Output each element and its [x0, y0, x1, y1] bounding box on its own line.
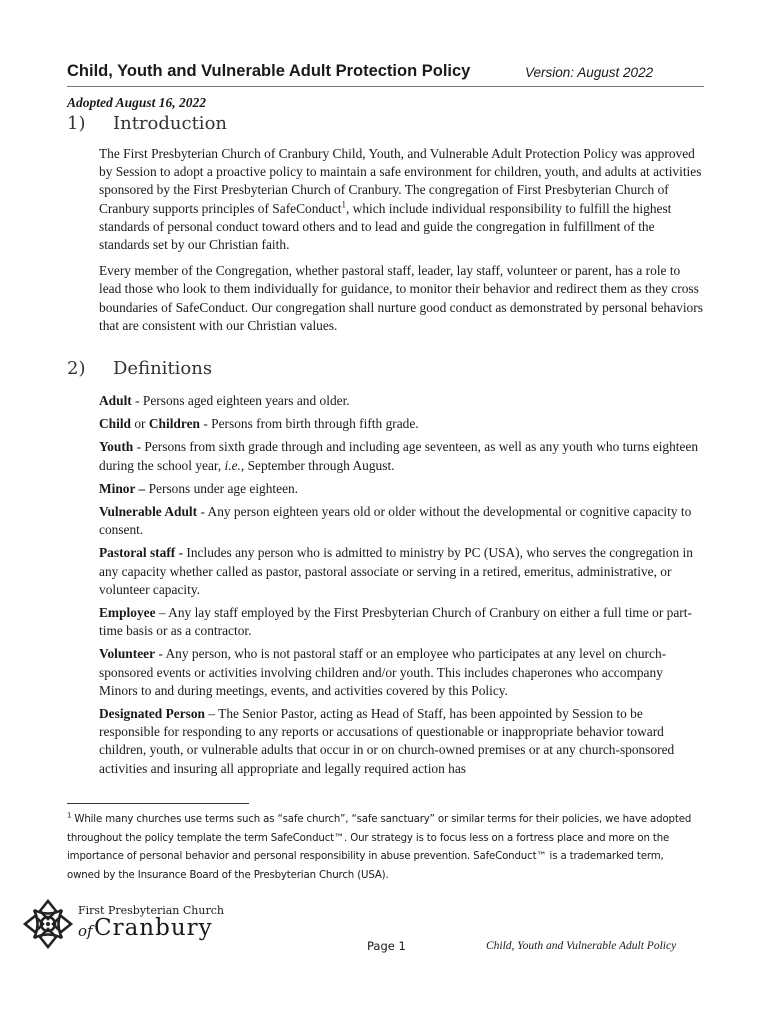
definition-text: Includes any person who is admitted to ministry by PC (USA), who serves the congregation in any capacity whether called as pastor, pastoral associate or serving in a retired, emeritus, administrative, or volunteer capacity. [99, 545, 693, 597]
definition-term: Employee [99, 605, 156, 621]
footnote-ref[interactable]: 1 [341, 199, 346, 210]
definition-item [99, 503, 703, 539]
definition-italic: i.e., [224, 457, 245, 473]
definition-item [99, 604, 703, 640]
definition-text: - Persons from sixth grade through and including age seventeen, as well as any youth who turns eighteen during the school year, [99, 439, 699, 473]
logo-text-cranbury: Cranbury [94, 915, 213, 941]
paragraph-text: The First Presbyterian Church of Cranbury Child, Youth, and Vulnerable Adult Protection Policy was approved by Session to adopt a proactive policy to maintain a safe environment for children, youth, and adults at activities sponsored by the First Presbyterian Church of Cranbury. The congregation of First Presbyterian Church of Cranbury supports principles of SafeConduct [99, 146, 702, 216]
section-title: Definitions [113, 358, 213, 379]
footnote [67, 811, 697, 885]
paragraph-text: , which include individual responsibility to fulfill the highest standards of personal conduct toward others and to lead and guide the congregation in fulfillment of the standards set by our Christian faith. [99, 200, 672, 253]
footnote-divider [67, 803, 249, 804]
section-number: 1) [67, 113, 86, 134]
definition-term: Child [99, 416, 132, 432]
definition-item [99, 645, 703, 700]
footer-title: Child, Youth and Vulnerable Adult Policy [486, 940, 677, 952]
definition-term: Designated Person [99, 706, 206, 722]
definition-term: Adult [99, 393, 132, 408]
section-number: 2) [67, 358, 86, 379]
adopted-date: Adopted August 16, 2022 [67, 95, 207, 110]
definition-term: Volunteer [99, 646, 156, 662]
definition-term: Youth [99, 439, 134, 455]
definition-text: – Any lay staff employed by the First Presbyterian Church of Cranbury on either a full time or part-time basis or as a contractor. [99, 605, 692, 639]
definition-text: Persons under age eighteen. [145, 480, 299, 496]
definition-text: - Any person, who is not pastoral staff or an employee who participates at any level on church-sponsored events or activities involving children and/or youth. This includes chaperones who accompany Minors to and during meetings, events, and activities covered by this Policy. [99, 646, 667, 698]
page-header [67, 60, 704, 87]
definitions-list [99, 392, 703, 783]
definition-text: – The Senior Pastor, acting as Head of Staff, has been appointed by Session to be responsible for responding to any reports or accusations of questionable or inappropriate behavior toward children, youth, or vulnerable adults that occur in or on church-owned premises or at any church-sponsored activities and insuring all appropriate and legally required action has [99, 706, 675, 776]
definition-item [99, 415, 703, 433]
definition-text: - Persons aged eighteen years and older. [131, 393, 350, 408]
definition-text: September through August. [244, 457, 395, 473]
definition-item [99, 480, 703, 498]
page-number: Page 1 [367, 939, 406, 953]
definition-item [99, 544, 703, 599]
paragraph [99, 145, 703, 254]
definition-item [99, 438, 703, 474]
logo-text-church: First Presbyterian Church [78, 904, 224, 917]
definition-item [99, 392, 703, 410]
document-title: Child, Youth and Vulnerable Adult Protection Policy [67, 62, 471, 80]
definition-term: Children [148, 416, 200, 432]
introduction-body [99, 145, 703, 343]
section-heading-introduction [67, 113, 227, 134]
definition-connector: or [131, 416, 149, 432]
section-heading-definitions [67, 358, 212, 379]
definition-item [99, 705, 703, 778]
church-logo [22, 897, 224, 953]
version-label: Version: August 2022 [525, 65, 654, 80]
definition-term: Pastoral staff - [99, 545, 184, 561]
paragraph: Every member of the Congregation, whether pastoral staff, leader, lay staff, volunteer or parent, has a role to lead those who look to them individually for guidance, to monitor their behavior and redirect them as they cross boundaries of SafeConduct. Our congregation shall nurture good conduct as demonstrated by personal behaviors that are consistent with our Christian values. [99, 263, 703, 333]
logo-text-of: of [78, 922, 93, 940]
definition-term: Vulnerable Adult [99, 504, 198, 520]
definition-text: - Any person eighteen years old or older without the developmental or cognitive capacity to consent. [99, 504, 692, 538]
definition-text: - Persons from birth through fifth grade. [199, 416, 419, 432]
section-title: Introduction [113, 113, 227, 134]
celtic-cross-knot-icon [22, 897, 74, 951]
footnote-marker: 1 [67, 811, 72, 820]
footnote-text: While many churches use terms such as “safe church”, “safe sanctuary” or similar terms for their policies, we have adopted throughout the policy template the term SafeConduct™. Our strategy is to focus less on a fortress place and more on the importance of personal behavior and personal responsibility in abuse prevention. SafeConduct™ is a trademarked term, owned by the Insurance Board of the Presbyterian Church (USA). [67, 814, 692, 881]
definition-term: Minor – [99, 480, 146, 496]
